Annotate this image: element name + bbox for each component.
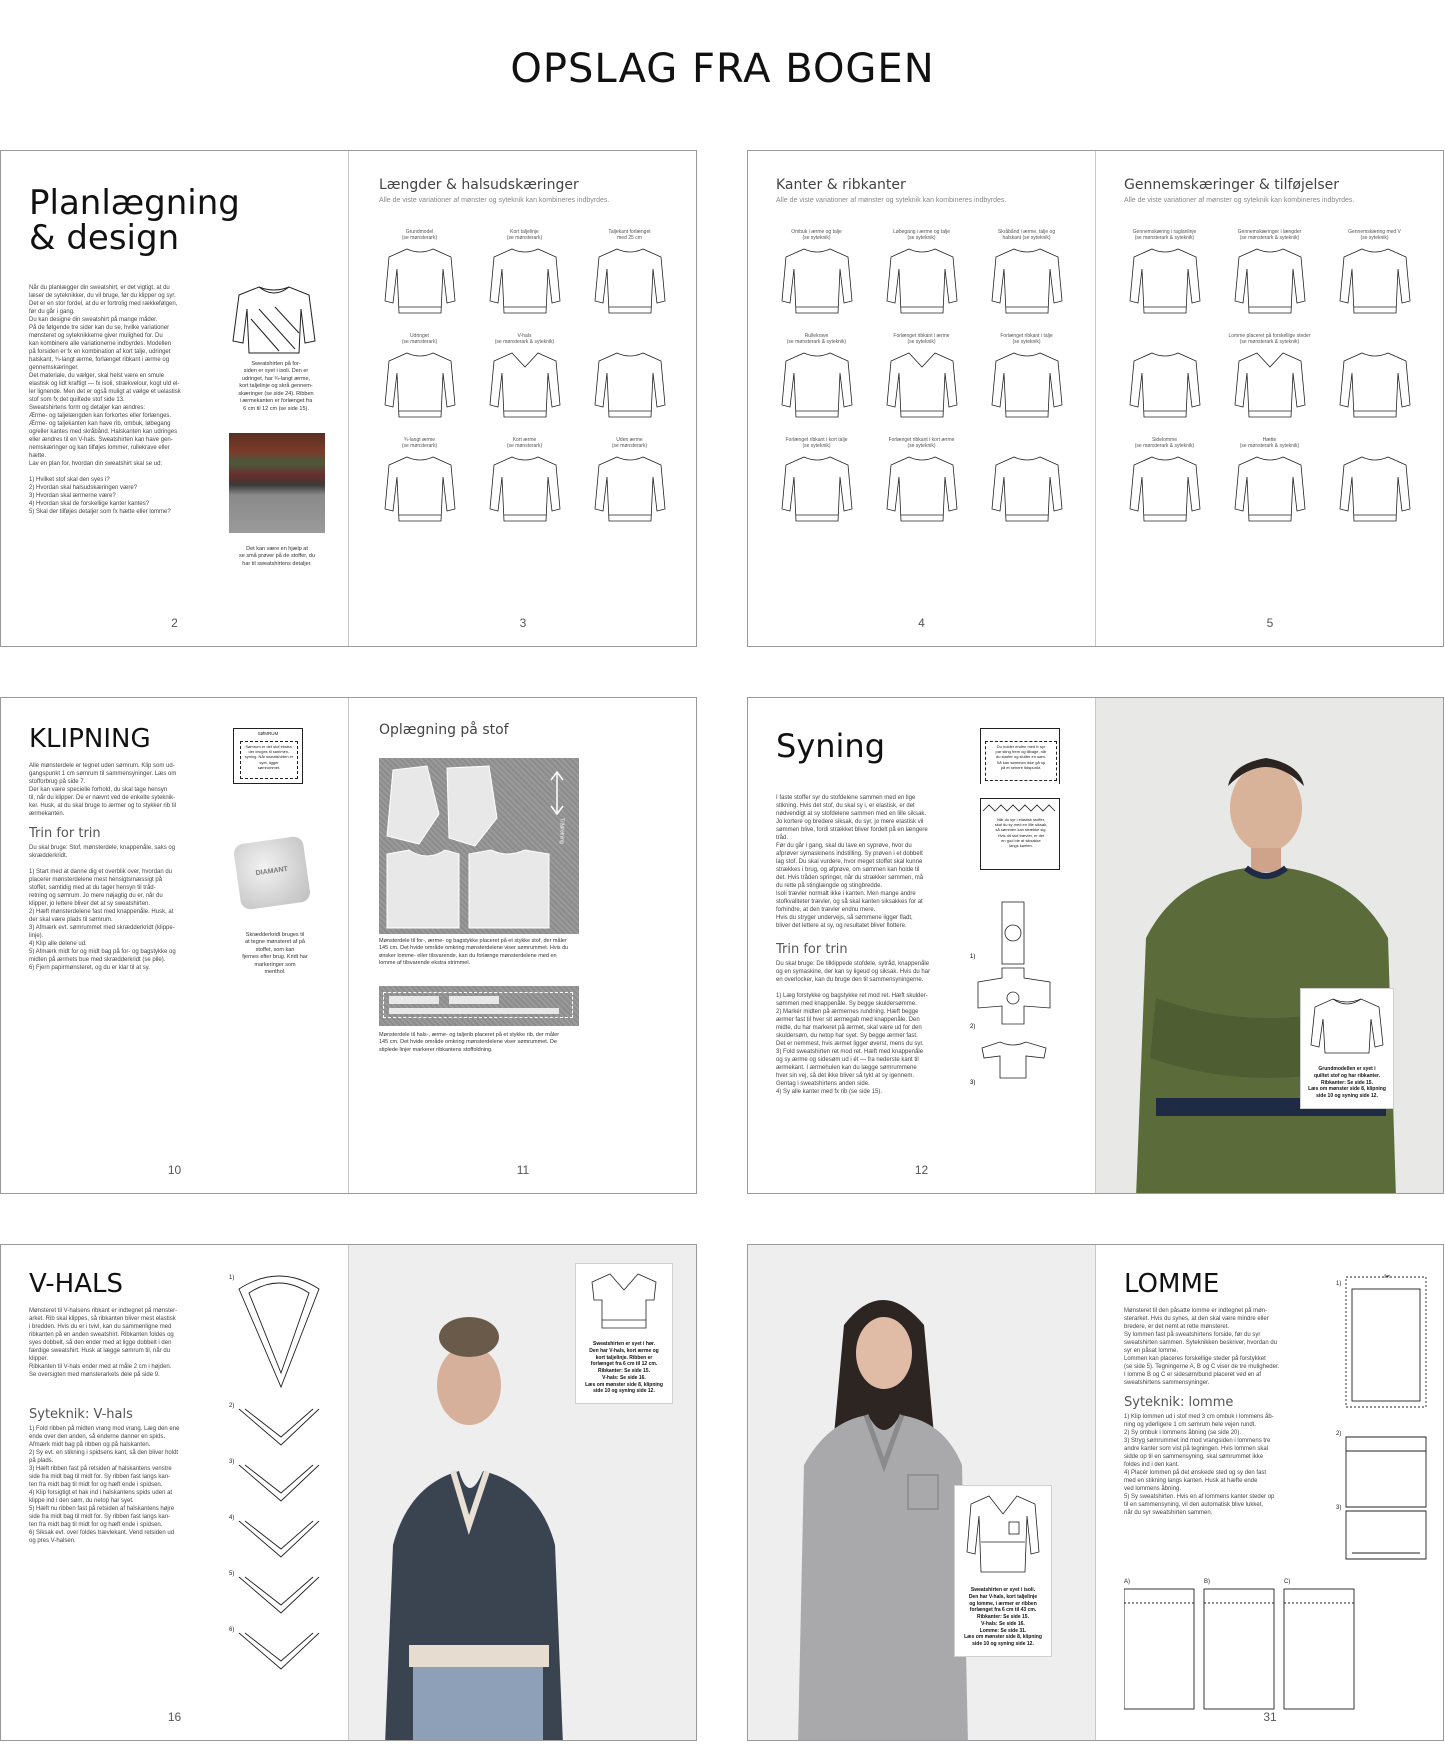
variation-item bbox=[367, 229, 472, 321]
sweatshirt-sketch bbox=[1231, 451, 1309, 529]
intro-text: Mønsteret til V-halsens ribkant er indtegnet på mønster- arket. Rib skal klippes, så ribkanten bliver mest elastisk i bredden. Hvis du er i tvivl, kan du sammenligne med ribkanten på en anden sweatshirt. Ribkanten foldes og syes dobbelt, så den ender med at ligge dobbelt i den færdige sweatshirt. Husk at lægge sømrum til, når du klipper. Ribkanten til V-hals ender med at måle 2 cm i højden. Se oversigten med mønsterarkets dele på side 9. bbox=[29, 1308, 178, 1378]
step-list: 1) Klip lommen ud i stof med 3 cm ombuk i lommens åb- ning og yderligere 1 cm sømrum hele vejen rundt. 2) Sy ombuk i lommens åbning (se side 20). 3) Stryg sømrummet ind mod vrangsiden i lommens tre andre kanter som vist på tegningen. Hvis lommen skal sidde op til en sammensyning, skal sømrummet ikke foldes ind i den kant. 4) Placér lommen på det ønskede sted og sy den fast med en stikning langs kanten. Husk at hæfte ende ved lommens åbning. 5) Sy sweatshirten. Hvis en af lommens kanter steder op til en sammensyning, vil den automatisk blive lukket, når du syr sweatshirten sammen. bbox=[1124, 1414, 1275, 1516]
variation-item bbox=[1322, 437, 1427, 529]
spread-cutting bbox=[0, 697, 697, 1194]
page-31 bbox=[1096, 1245, 1444, 1740]
fabric-layout-photo bbox=[379, 758, 579, 934]
sweatshirt-sketch bbox=[988, 243, 1066, 321]
diagram-label-3: 3) bbox=[229, 1459, 235, 1465]
variation-item bbox=[974, 229, 1079, 321]
step-list: Du skal bruge: Stof, mønsterdele, knappenåle, saks og skrædderkridt. 1) Start med at danne dig et overblik over, hvordan du placerer mønsterdelene mest hensigtsmæssigt på stoffet, samtidig med at du tager hensyn til tråd- retning og sømrum. Jo mere nøjagtig du er, når du klipper, jo lettere bliver det at sy sweatshirten. 2) Hæft mønsterdelene fast med knappenåle. Husk, at der skal være plads til sømrum. 3) Afmærk evt. sømrummet med skrædderkridt (klippe- linje). 4) Klip alle delene ud. 5) Afmærk midt for og midt bag på for- og bagstykke og midten på ærmets bue med skrædderkridt (se pile). 6) Fjern papirmønsteret, og du er klar til at sy. bbox=[29, 845, 176, 971]
diagram-label-1: 1) bbox=[1336, 1281, 1342, 1287]
variation-label: Skråbånd i ærme, talje og halskant (se syteknik) bbox=[997, 229, 1056, 241]
sweatshirt-sketch bbox=[486, 451, 564, 529]
spread-title: Længder & halsudskæringer bbox=[379, 177, 579, 193]
sweatshirt-sketch bbox=[1126, 347, 1204, 425]
page-number: 12 bbox=[914, 1163, 929, 1177]
option-label-c: C) bbox=[1284, 1579, 1291, 1585]
layout-caption: Mønsterdele til for-, ærme- og bagstykke placeret på et stykke stof, der måler 145 cm. Det hvide område omkring mønsterdelene viser sømrummet. Hvis du ønsker lomme- eller tilsvarende, kan du forlænge mønsterdelene med en lomme af tilsvarende ekstra strimmel. bbox=[379, 938, 569, 967]
sketch-caption: Sweatshirten på for- siden er syet i isoli. Den er udringet, har ¾-langt ærme, kort taljelinje og skrå gennem- skæringer (se side 24). Ribben i ærmekanten er forlænget fra 6 cm til 12 cm (se side 15). bbox=[238, 361, 314, 412]
spread-edges-cuts bbox=[747, 150, 1444, 647]
sweatshirt-sketch bbox=[584, 1270, 664, 1332]
page-number: 4 bbox=[918, 616, 925, 630]
sweatshirt-sketch bbox=[381, 451, 459, 529]
variation-label: Forlænget ribkant i talje (se syteknik) bbox=[1000, 333, 1053, 345]
pocket-steps-diagram bbox=[1336, 1271, 1436, 1561]
step-heading: Trin for trin bbox=[29, 826, 101, 841]
sweatshirt-sketch bbox=[1336, 243, 1414, 321]
variation-item bbox=[577, 229, 682, 321]
diagram-label-1: 1) bbox=[229, 1275, 235, 1281]
pattern-pieces bbox=[379, 758, 579, 934]
variation-label: Forlænget ribkant i ærme (se syteknik) bbox=[893, 333, 950, 345]
seam-allowance-diagram bbox=[233, 728, 303, 784]
page-16 bbox=[1, 1245, 349, 1740]
diagram-label-1: 1) bbox=[970, 954, 976, 960]
page-10 bbox=[1, 698, 349, 1193]
sweatshirt-sketch bbox=[591, 451, 669, 529]
step-list: Du skal bruge: De tilklippede stofdele, sytråd, knappenåle og en symaskine, der kan sy ligeud og siksak. Hvis du har en overlocker, kan du bruge den til sammensyningerne. 1) Læg forstykke og bagstykke ret mod ret. Hæft skulder- sømmen med knappenåle. Sy begge skuldersømme. 2) Markér midten på ærmernes rundning. Hæft begge ærmer fast til hver sit ærmegab med knappenåle. Den midte, du har markeret på ærmet, skal være ud for den skuldersøm, du netop har syet. Sy begge ærmer fast. Det er nemmest, hvis ærmet ligger øverst, mens du syr. 3) Fold sweatshirten ret mod ret. Hæft med knappenåle og sy ærme og sidesøm ud i ét — fra nederste kant til ærmekant. I ærmehulen kan du lægge sømrummene hver sin vej, så det ikke bliver så tykt at sy igennem. Gentag i sweatshirtens anden side. 4) Sy alle kanter med fx rib (se side 15). bbox=[776, 961, 931, 1095]
spread-title: Planlægning & design bbox=[29, 183, 240, 258]
sweatshirt-sketch bbox=[778, 347, 856, 425]
variation-label: Lomme placeret på forskellige steder (se mønsterark & syteknik) bbox=[1228, 333, 1311, 345]
spread-title: Kanter & ribkanter bbox=[776, 177, 906, 193]
option-label-a: A) bbox=[1124, 1579, 1130, 1585]
diagram-label-2: 2) bbox=[970, 1024, 976, 1030]
variation-item bbox=[1322, 333, 1427, 425]
sweatshirt-sketch bbox=[963, 1492, 1043, 1578]
page-number: 11 bbox=[516, 1163, 530, 1177]
sweatshirt-sketch bbox=[591, 347, 669, 425]
variation-label: Rullekrave (se mønsterark & syteknik) bbox=[786, 333, 847, 345]
card-text: Sweatshirten er syet i hør. Den har V-hals, kort ærme og kort taljelinje. Ribben er forlænget fra 6 cm til 12 cm. Ribkanter: Se side 15. V-hals: Se side 16. Læs om mønster side 8, klipning side 10 og syning side 12. bbox=[585, 1341, 663, 1395]
sweatshirt-sketch bbox=[883, 347, 961, 425]
page-title: OPSLAG FRA BOGEN bbox=[510, 46, 935, 92]
variation-item bbox=[472, 229, 577, 321]
diagram-label-5: 5) bbox=[229, 1571, 235, 1577]
variation-item bbox=[367, 333, 472, 425]
page-number: 10 bbox=[167, 1163, 182, 1177]
page-number: 16 bbox=[167, 1710, 182, 1724]
sweatshirt-sketch bbox=[1231, 347, 1309, 425]
spread-v-neck bbox=[0, 1244, 697, 1741]
page-2 bbox=[1, 151, 349, 646]
sweatshirt-sketch bbox=[591, 243, 669, 321]
variation-item bbox=[472, 333, 577, 425]
sweatshirt-sketch bbox=[229, 279, 319, 359]
variation-grid bbox=[764, 229, 1079, 529]
sweatshirt-sketch bbox=[1336, 347, 1414, 425]
chalk-caption: Skrædderkridt bruges til at tegne mønsteret af på stoffet, som kan fjernes efter brug. Kridt har markeringer som menthol. bbox=[242, 932, 308, 976]
rib-layout-photo bbox=[379, 986, 579, 1026]
variation-item bbox=[1217, 229, 1322, 321]
card-text: Grundmodellen er syet i quiltet stof og har ribkanter. Ribkanter: Se side 15. Læs om mønster side 8, klipning side 10 og syning side 12. bbox=[1308, 1066, 1386, 1099]
tailors-chalk-photo bbox=[233, 835, 312, 910]
page-17-photo bbox=[349, 1245, 697, 1740]
spread-title: Gennemskæringer & tilføjelser bbox=[1124, 177, 1340, 193]
zigzag-stitch-icon bbox=[981, 803, 1059, 813]
variation-label: Gennemskæring med V (se syteknik) bbox=[1348, 229, 1401, 241]
pocket-placement-diagram bbox=[1124, 1575, 1384, 1715]
page-number: 5 bbox=[1266, 616, 1274, 630]
variation-item bbox=[764, 333, 869, 425]
sweatshirt-sketch bbox=[988, 347, 1066, 425]
variation-label: Gennemskæring i raglanlinje (se mønsterark & syteknik) bbox=[1132, 229, 1197, 241]
variation-item bbox=[869, 229, 974, 321]
variation-item bbox=[1217, 437, 1322, 529]
sweatshirt-sketch bbox=[381, 347, 459, 425]
sweatshirt-sketch bbox=[988, 451, 1066, 529]
spread-sewing bbox=[747, 697, 1444, 1194]
variation-label: ¾-langt ærme (se mønsterark) bbox=[401, 437, 438, 449]
variation-label: Udringet (se mønsterark) bbox=[401, 333, 438, 345]
variation-label: Hætte (se mønsterark & syteknik) bbox=[1239, 437, 1300, 449]
diagram-label-2: 2) bbox=[1336, 1431, 1342, 1437]
variation-label: Kort taljelinje (se mønsterark) bbox=[506, 229, 543, 241]
variation-label: V-hals (se mønsterark & syteknik) bbox=[494, 333, 555, 345]
variation-item bbox=[869, 437, 974, 529]
page-3 bbox=[349, 151, 697, 646]
page-13-photo bbox=[1096, 698, 1444, 1193]
variation-item bbox=[1112, 229, 1217, 321]
option-label-b: B) bbox=[1204, 1579, 1210, 1585]
spread-planning-design bbox=[0, 150, 697, 647]
sweatshirt-sketch bbox=[486, 243, 564, 321]
sweatshirt-sketch bbox=[778, 451, 856, 529]
variation-label: Forlænget ribkant i kort ærme (se syteknik) bbox=[888, 437, 955, 449]
sweatshirt-sketch bbox=[1336, 451, 1414, 529]
diagram-label-6: 6) bbox=[229, 1627, 235, 1633]
note-caption: Du holder enden med tr syr par sting frem og tilbage, når du starter og slutter en søm. Så kan sømmen ikke gå op på et senere tidspunkt. bbox=[985, 741, 1057, 781]
intro-text: I faste stoffer syr du stofdelene sammen med en lige stikning. Hvis det stof, du skal sy i, er elastisk, er det nødvendigt at sy stofdelene sammen med en lille siksak. Jo kortere og bredere siksak, du syr, jo mere elastisk vil sømmen blive, fordi strækket bliver fordelt på en længere tråd. Før du går i gang, skal du lave en syprøve, hvor du afprøver symaskinens indstilling. Sy prøven i et dobbelt lag stof. Du skal vurdere, hvor meget stoffet skal kunne strækkes i brug, og afprøve, om sømmen kan holde til det. Hvis tråden springer, når du strækker sømmen, må du rette på stinglængde og stingbredde. Isoli trævler normalt ikke i kanten. Men mange andre stofkvaliteter trævler, og så skal kanten siksakkes for at forhindre, at den trævler endnu mere. Hvis du stryger undervejs, så sømmene ligger fladt, bliver det lettere at sy, og resultatet bliver flottere. bbox=[776, 795, 928, 929]
variation-item bbox=[367, 437, 472, 529]
spread-title: Oplægning på stof bbox=[379, 722, 509, 738]
diagram-label-2: 2) bbox=[229, 1403, 235, 1409]
assembly-diagram bbox=[970, 898, 1060, 1098]
variation-item bbox=[869, 333, 974, 425]
variation-item bbox=[1112, 437, 1217, 529]
variation-grid bbox=[1112, 229, 1427, 529]
variation-label: Løbegang i ærme og talje (se syteknik) bbox=[893, 229, 950, 241]
fabric-caption: Det kan være en hjælp at se små prøver på de stoffer, du har til sweatshirtens detaljer. bbox=[238, 546, 316, 567]
variation-item bbox=[974, 437, 1079, 529]
page-11 bbox=[349, 698, 697, 1193]
variation-label: Forlænget ribkant i kort talje (se syteknik) bbox=[785, 437, 848, 449]
spread-title: KLIPNING bbox=[29, 724, 151, 754]
info-card bbox=[575, 1263, 673, 1404]
spread-title: V-HALS bbox=[29, 1269, 123, 1299]
page-number: 31 bbox=[1263, 1710, 1277, 1724]
spread-title: Syning bbox=[776, 727, 886, 765]
sweatshirt-sketch bbox=[1126, 451, 1204, 529]
step-heading: Syteknik: V-hals bbox=[29, 1407, 133, 1422]
chalk-brand: DIAMANT bbox=[255, 865, 289, 878]
variation-item bbox=[764, 437, 869, 529]
fabric-swatches-photo bbox=[229, 433, 325, 533]
variation-grid bbox=[367, 229, 682, 529]
subtitle: Alle de viste variationer af mønster og syteknik kan kombineres indbyrdes. bbox=[776, 197, 1007, 204]
variation-label: Kort ærme (se mønsterark) bbox=[506, 437, 543, 449]
intro-text: Når du planlægger din sweatshirt, er det vigtigt, at du læser de syteknikker, du vil bruge, før du klipper og syr. Det er en stor fordel, at du er fortrolig med rækkefølgen, før du går i gang. Du kan designe din sweatshirt på mange måder. På de følgende tre sider kan du se, hvilke variationer mønsteret og syteknikkerne giver mulighed for. Du kan kombinere alle variationerne indbyrdes. Modellen på forsiden er fx en kombination af kort talje, udringet halskant, ¾-langt ærme, forlænget ribkant i ærme og gennemskæringer. Det materiale, du vælger, skal helst være en smule elastisk og lidt kraftigt — fx isoli, strækvelour, kogt uld el- ler lignende. Men det er også muligt at vælge et uelastisk stof som fx det quiltede stof side 13. Sweatshirtens form og detaljer kan ændres: Ærme- og taljelængden kan forkortes eller forlænges. Ærme- og taljekanten kan have rib, ombuk, løbegang og/eller kantes med skråbånd. Halskanten kan udringes eller ændres til en V-hals. Sweatshirten kan have gen- nemskæringer og kan tilføjes lommer, rullekrave eller hætte. Lav en plan for, hvordan din sweatshirt skal se ud: 1) Hvilket stof skal den syes i? 2) Hvordan skal halsudskæringen være? 3) Hvordan skal ærmerne være? 4) Hvordan skal de forskellige kanter kantes? 5) Skal der tilføjes detaljer som fx hætte eller lomme? bbox=[29, 285, 181, 515]
v-neck-diagram bbox=[229, 1269, 339, 1689]
scissors-icon: ✂ bbox=[1384, 1272, 1391, 1281]
sweatshirt-sketch bbox=[1307, 995, 1387, 1057]
card-text: Sweatshirten er syet i isoli. Den har V-hals, kort taljelinje og lomme, i ærmer er ribben forlænget fra 6 cm til 43 cm. Ribkanter: Se side 15. V-hals: Se side 16. Lomme: Se side 31. Læs om mønster side 8, klipning side 10 og syning side 12. bbox=[964, 1587, 1042, 1647]
variation-item bbox=[577, 437, 682, 529]
grain-label: Trådretning bbox=[558, 818, 565, 844]
spread-pocket bbox=[747, 1244, 1444, 1741]
page-number: 3 bbox=[519, 616, 527, 630]
variation-item bbox=[1217, 333, 1322, 425]
variation-item bbox=[1322, 229, 1427, 321]
diagram-label-4: 4) bbox=[229, 1515, 235, 1521]
seam-caption: Sømrum er det stof ekstra, der bruges til sammen- syning. Når sweatshirten er syet, ligger sømrummet. bbox=[240, 741, 298, 779]
intro-text: Alle mønsterdele er tegnet uden sømrum. Klip som ud- gangspunkt 1 cm sømrum til sammensyninger. Læs om stofforbrug på side 7. Der kan være specielle forhold, du skal tage hensyn til, når du klipper. De er nævnt ved de enkelte syteknik- ker. Husk, at du skal bruge to ærmer og to stykker rib til ærmekanten. bbox=[29, 763, 177, 817]
step-heading: Syteknik: lomme bbox=[1124, 1395, 1234, 1410]
spread-title: LOMME bbox=[1124, 1269, 1220, 1299]
diagram-label-3: 3) bbox=[1336, 1505, 1342, 1511]
variation-label: Taljekant forlænget med 25 cm bbox=[608, 229, 651, 241]
seam-start-diagram bbox=[980, 728, 1060, 784]
sweatshirt-sketch bbox=[486, 347, 564, 425]
variation-item bbox=[764, 229, 869, 321]
subtitle: Alle de viste variationer af mønster og syteknik kan kombineres indbyrdes. bbox=[379, 197, 610, 204]
seam-label: SØMRUM bbox=[257, 731, 279, 736]
variation-item bbox=[974, 333, 1079, 425]
variation-label: Grundmodel (se mønsterark) bbox=[401, 229, 438, 241]
rib-caption: Mønsterdele til hals-, ærme- og taljerib placeret på et stykke rib, der måler 145 cm. Det hvide område omkring mønsterdelene viser sømrummet. De stiplede linjer markerer ribkantens stoffoldning. bbox=[379, 1032, 560, 1053]
subtitle: Alle de viste variationer af mønster og syteknik kan kombineres indbyrdes. bbox=[1124, 197, 1355, 204]
page-number: 2 bbox=[171, 616, 178, 630]
sweatshirt-sketch bbox=[1126, 243, 1204, 321]
variation-label: Gennemskæringer i længder (se mønsterark & syteknik) bbox=[1237, 229, 1302, 241]
sweatshirt-sketch bbox=[883, 243, 961, 321]
page-5 bbox=[1096, 151, 1444, 646]
page-30-photo bbox=[748, 1245, 1096, 1740]
info-card bbox=[1300, 988, 1394, 1109]
sweatshirt-sketch bbox=[883, 451, 961, 529]
page-12 bbox=[748, 698, 1096, 1193]
sweatshirt-sketch bbox=[381, 243, 459, 321]
variation-label: Ombuk i ærme og talje (se syteknik) bbox=[791, 229, 842, 241]
diagram-label-3: 3) bbox=[970, 1080, 976, 1086]
step-heading: Trin for trin bbox=[776, 942, 848, 957]
sweatshirt-sketch bbox=[778, 243, 856, 321]
model-photo bbox=[1096, 698, 1444, 1193]
variation-item bbox=[1112, 333, 1217, 425]
variation-item bbox=[472, 437, 577, 529]
info-card bbox=[954, 1485, 1052, 1657]
sweatshirt-sketch bbox=[1231, 243, 1309, 321]
step-list: 1) Fold ribben på midten vrang mod vrang. Læg den ene ende over den anden, så enderne danner en spids. Afmærk midt bag på ribben og på halskanten. 2) Sy evt. en stikning i spidsens kant, så den bliver holdt på plads. 3) Hæft ribben fast på retsiden af halskantens venstre side fra midt bag til midt for. Sy ribben fast langs kan- ten fra midt bag til midt for og hæft ende i spidsen. 4) Klip forsigtigt et hak ind i halskantens spids uden at klippe ind i den søm, du netop har syet. 5) Hæft nu ribben fast på retsiden af halskantens højre side fra midt bag til midt for. Sy ribben fast langs kan- ten fra midt bag til midt for og hæft ende i spidsen. 6) Siksak evt. over foldes trævlekant. Vend retsiden ud og pres V-halsen. bbox=[29, 1426, 180, 1544]
variation-item bbox=[577, 333, 682, 425]
variation-label: Uden ærme (se mønsterark) bbox=[611, 437, 648, 449]
zigzag-diagram bbox=[980, 798, 1060, 870]
zigzag-caption: Når du syr i elastisk stoffer, skal du sy med en lille siksak, så sømmen kan strække sig. Hvis dit stof trævler, er det en god ide at siksakke langs kanten. bbox=[994, 817, 1048, 848]
page-4 bbox=[748, 151, 1096, 646]
intro-text: Mønsteret til den påsatte lomme er indtegnet på møn- sterarket. Hvis du synes, at den skal være mindre eller bredere, er det nemt at rette mønsteret. Sy lommen fast på sweatshirtens forside, før du syr sweatshirten sammen. Syteknikken beskriver, hvordan du syr en påsat lomme. Lommen kan placeres forskellige steder på forstykket (se side 5). Tegningerne A, B og C viser de tre muligheder. I lomme B og C er sidesøm/bund placeret ved en af sweatshirtens sammensyninger. bbox=[1124, 1308, 1280, 1386]
variation-label: Sidelomme (se mønsterark & syteknik) bbox=[1134, 437, 1195, 449]
